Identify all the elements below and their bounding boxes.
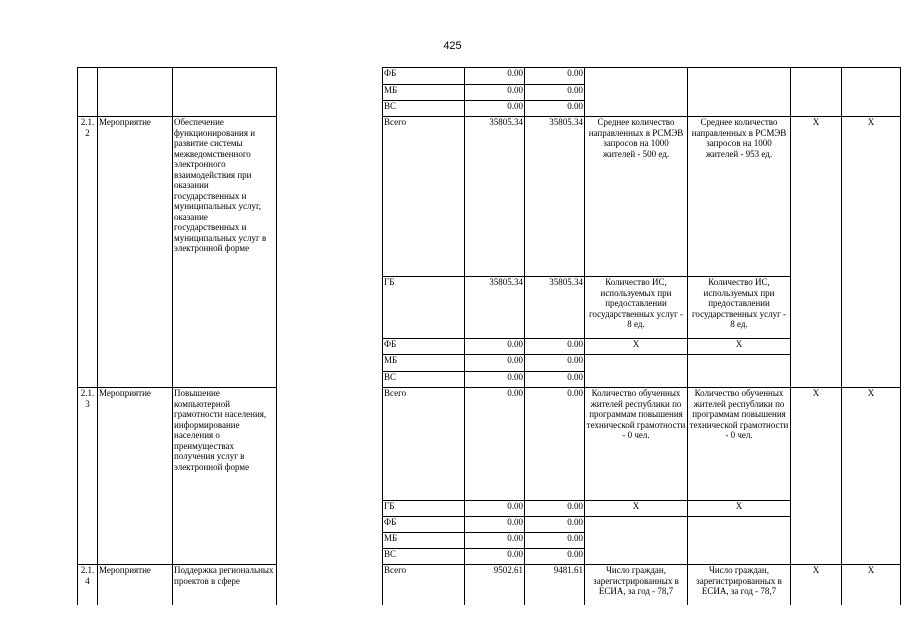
table-row: ВС 0.00 0.00 [78, 101, 901, 117]
table-row: МБ 0.00 0.00 [78, 533, 901, 549]
indicator-planned: Среднее количество направленных в РСМЭВ запросов на 1000 жителей - 500 ед. [585, 117, 688, 277]
table-row: ВС 0.00 0.00 [78, 549, 901, 565]
item-name: Повышение компьютерной грамотности населения, информирование населения о преимуществах получения услуг в электронной форме [173, 388, 277, 565]
table-row: 2.1. 2 Мероприятие Обеспечение функционирования и развитие системы межведомственного электронного взаимодействия при оказании государственных и муниципальных услуг, оказание государственных и муниципальных услуг в электронной форме Всего 35805.34 35805.34 Среднее количество направленных в РСМЭВ запросов на 1000 жителей - 500 ед. Среднее количество направленных в РСМЭВ запросов на 1000 жителей - 953 ед. X X [78, 117, 901, 277]
item-type: Мероприятие [98, 117, 173, 388]
item-number: 2.1. 3 [78, 388, 98, 565]
item-name: Поддержка региональных проектов в сфере [173, 565, 277, 605]
item-name: Обеспечение функционирования и развитие системы межведомственного электронного взаимодействия при оказании государственных и муниципальных услуг, оказание государственных и муниципальных услуг в электронной форме [173, 117, 277, 388]
indicator-actual: Число граждан, зарегистрированных в ЕСИА, за год - 78,7 [688, 565, 791, 605]
page-number: 425 [443, 40, 462, 52]
indicator-actual: Количество обученных жителей республики по программам повышения технической грамотности - 0 чел. [688, 388, 791, 501]
program-table [77, 67, 901, 605]
indicator-actual: Среднее количество направленных в РСМЭВ запросов на 1000 жителей - 953 ед. [688, 117, 791, 277]
table-row: ФБ 0.00 0.00 [78, 68, 901, 85]
indicator-planned: Число граждан, зарегистрированных в ЕСИА, за год - 78,7 [585, 565, 688, 605]
item-type: Мероприятие [98, 388, 173, 565]
table-row: ГБ 0.00 0.00 X X [78, 501, 901, 517]
table-row: ВС 0.00 0.00 [78, 372, 901, 388]
table-row: ФБ 0.00 0.00 X X [78, 339, 901, 355]
item-type: Мероприятие [98, 565, 173, 605]
table-row: 2.1. 4 Мероприятие Поддержка региональных проектов в сфере Всего 9502.61 9481.61 Число граждан, зарегистрированных в ЕСИА, за год - 78,7 Число граждан, зарегистрированных в ЕСИА, за год - 78,7 X X [78, 565, 901, 605]
indicator-planned: Количество обученных жителей республики по программам повышения технической грамотности - 0 чел. [585, 388, 688, 501]
table-row: ГБ 35805.34 35805.34 Количество ИС, используемых при предоставлении государственных услуг - 8 ед. Количество ИС, используемых при предоставлении государственных услуг - 8 ед. [78, 277, 901, 339]
table-row: 2.1. 3 Мероприятие Повышение компьютерной грамотности населения, информирование населения о преимуществах получения услуг в электронной форме Всего 0.00 0.00 Количество обученных жителей республики по программам повышения технической грамотности - 0 чел. Количество обученных жителей республики по программам повышения технической грамотности - 0 чел. X X [78, 388, 901, 501]
table-row: МБ 0.00 0.00 [78, 85, 901, 101]
item-number: 2.1. 4 [78, 565, 98, 605]
table-row: МБ 0.00 0.00 [78, 355, 901, 372]
source-fb: ФБ [383, 68, 465, 85]
table-row: ФБ 0.00 0.00 [78, 517, 901, 533]
item-number: 2.1. 2 [78, 117, 98, 388]
